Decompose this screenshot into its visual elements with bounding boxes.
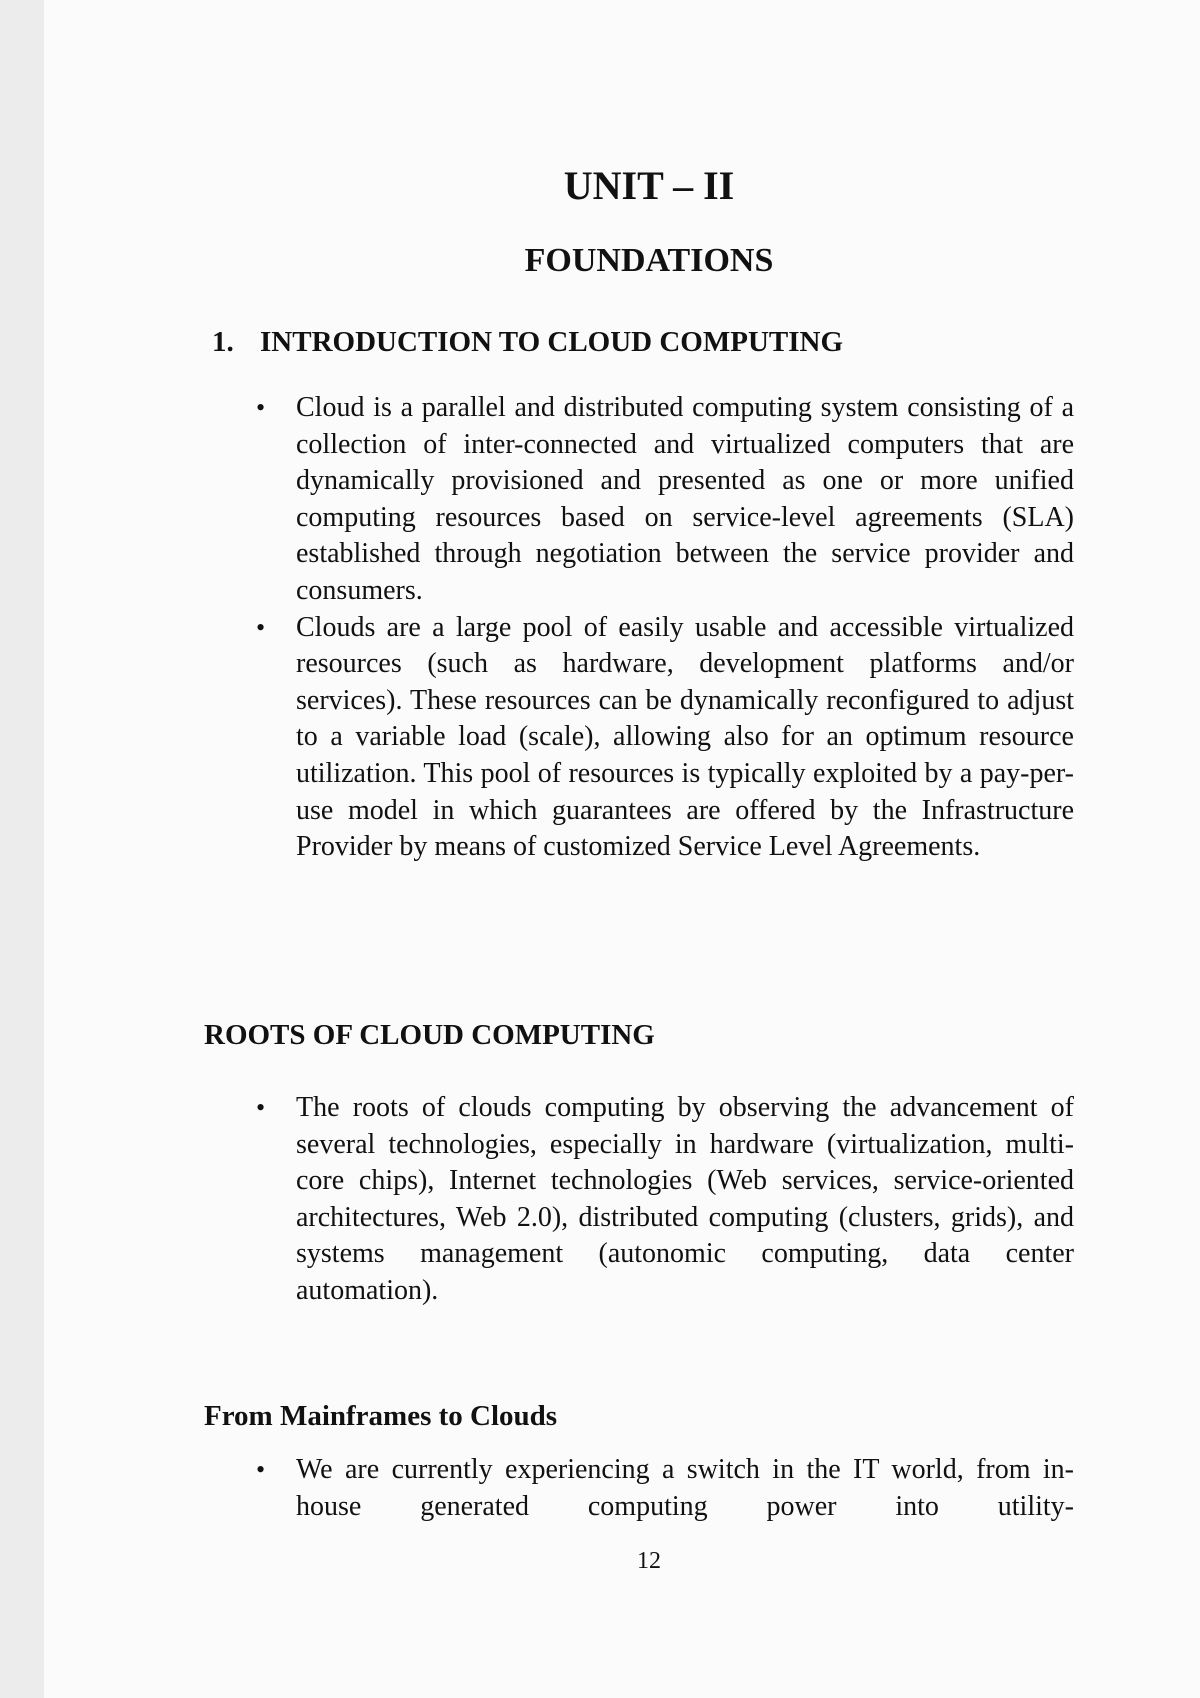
document-page bbox=[44, 0, 1200, 1698]
intro-heading-number: 1. bbox=[212, 326, 234, 358]
section-title: FOUNDATIONS bbox=[524, 242, 774, 279]
bullet-text: Cloud is a parallel and distributed computing system consisting of a collection of inter-connected and virtualized computers that are dynamically provisioned and presented as one or more unified computing resources based on service-level agreements (SLA) established through negotiation between the service provider and consumers. bbox=[296, 392, 1074, 606]
intro-heading bbox=[212, 326, 843, 359]
list-item bbox=[256, 390, 1074, 610]
list-item bbox=[256, 1090, 1074, 1310]
list-item bbox=[256, 1452, 1074, 1525]
mainframes-heading: From Mainframes to Clouds bbox=[204, 1400, 558, 1432]
mainframes-bullet-list bbox=[256, 1452, 1074, 1525]
bullet-text: The roots of clouds computing by observing the advancement of several technologies, especially in hardware (virtualization, multi-core chips), Internet technologies (Web services, service-oriented architectures, Web 2.0), distributed computing (clusters, grids), and systems management (autonomic computing, data center automation). bbox=[296, 1092, 1074, 1306]
unit-title: UNIT – II bbox=[563, 163, 735, 208]
intro-heading-text: INTRODUCTION TO CLOUD COMPUTING bbox=[260, 326, 844, 358]
bullet-text: We are currently experiencing a switch in the IT world, from in-house generated computing power into utility- bbox=[296, 1454, 1074, 1522]
bullet-icon: • bbox=[256, 612, 266, 642]
list-item bbox=[256, 610, 1074, 866]
bullet-icon: • bbox=[256, 1093, 266, 1122]
bullet-icon: • bbox=[256, 393, 266, 422]
intro-bullet-list bbox=[256, 390, 1074, 866]
bullet-icon: • bbox=[256, 1455, 266, 1484]
roots-heading: ROOTS OF CLOUD COMPUTING bbox=[204, 1019, 655, 1051]
roots-bullet-list bbox=[256, 1090, 1074, 1310]
page-number: 12 bbox=[637, 1548, 661, 1574]
bullet-text: Clouds are a large pool of easily usable and accessible virtualized resources (such as hardware, development platforms and/or services). These resources can be dynamically reconfigured to adjust to a variable load (scale), allowing also for an optimum resource utilization. This pool of resources is typically exploited by a pay-per-use model in which guarantees are offered by the Infrastructure Provider by means of customized Service Level Agreements. bbox=[296, 611, 1074, 863]
